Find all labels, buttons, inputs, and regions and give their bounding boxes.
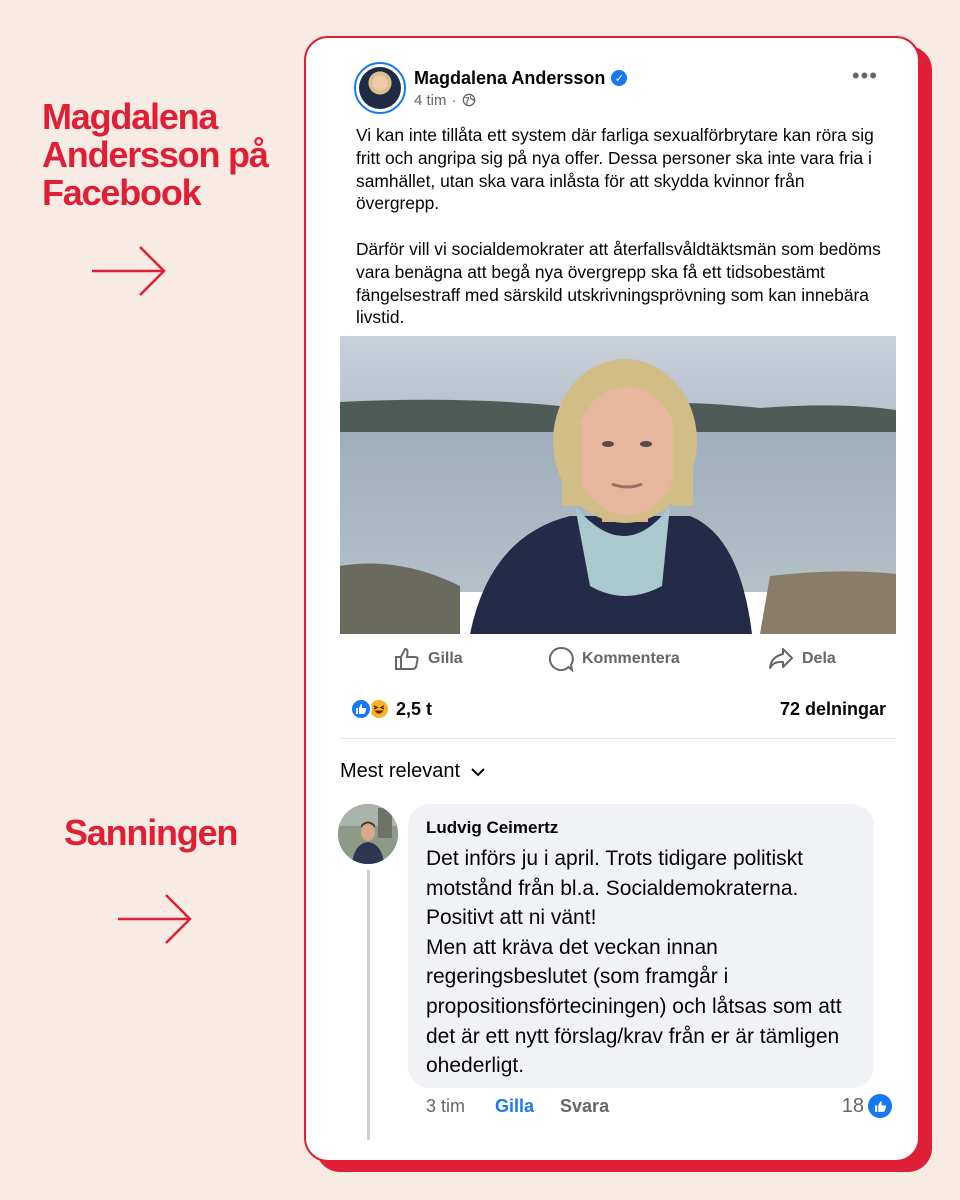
like-label: Gilla — [428, 650, 463, 667]
comment-sort-dropdown[interactable] — [340, 760, 486, 783]
commenter-name[interactable]: Ludvig Ceimertz — [426, 818, 559, 837]
more-options-icon[interactable]: ••• — [851, 63, 878, 88]
photo-illustration — [340, 336, 896, 634]
verified-badge-icon: ✓ — [611, 70, 627, 86]
comment-time[interactable]: 3 tim — [426, 1096, 466, 1116]
author-name[interactable]: Magdalena Andersson — [414, 67, 606, 88]
like-reaction-icon — [868, 1094, 892, 1118]
like-button[interactable] — [394, 647, 463, 671]
reaction-count[interactable]: 2,5 t — [396, 698, 433, 719]
sort-label: Mest relevant — [340, 760, 461, 782]
comment-reaction-count[interactable] — [842, 1094, 892, 1118]
divider — [340, 738, 896, 739]
comment-bubble — [408, 804, 874, 1088]
post-header — [354, 62, 627, 114]
post-time[interactable]: 4 tim — [414, 91, 447, 109]
post-text — [356, 124, 886, 352]
post-stats — [340, 694, 896, 724]
comment-icon — [548, 646, 574, 672]
facebook-post-card — [304, 36, 920, 1162]
reactions-summary[interactable] — [350, 698, 432, 720]
comment-like-button[interactable]: Gilla — [495, 1096, 535, 1116]
post-photo[interactable] — [340, 336, 896, 634]
comment-label: Kommentera — [582, 650, 680, 667]
share-button[interactable] — [768, 647, 836, 671]
shares-count[interactable]: 72 delningar — [779, 698, 886, 719]
comment-actions — [426, 1096, 609, 1117]
post-action-bar — [340, 642, 896, 676]
share-label: Dela — [802, 650, 836, 667]
arrow-right-icon — [116, 890, 196, 948]
chevron-down-icon — [470, 767, 486, 777]
like-reaction-icon — [350, 698, 372, 720]
commenter-avatar[interactable] — [338, 804, 398, 864]
comment-button[interactable] — [548, 646, 680, 672]
globe-icon — [462, 93, 476, 107]
thumbs-up-icon — [394, 647, 420, 671]
comment-text: Det införs ju i april. Trots tidigare politiskt motstånd från bl.a. Socialdemokraterna. Positivt att ni vänt! Men att kräva det veckan innan regeringsbeslutet (som framgår i propositionsförteciningen) och låtsas som att det är ett nytt förslag/krav från er är tämligen ohederligt. — [426, 847, 842, 1078]
comment-like-count: 18 — [841, 1094, 864, 1117]
comment-reply-button[interactable]: Svara — [560, 1096, 610, 1116]
arrow-right-icon — [90, 243, 170, 299]
comment-thread-line — [367, 870, 370, 1140]
post-paragraph-2: Därför vill vi socialdemokrater att återfallsvåldtäktsmän som bedöms vara benägna att begå nya övergrepp ska få ett tidsobestämt fängelsestraff med särskild utskrivningsprövning som kan innebära livstid. — [356, 238, 881, 328]
author-avatar[interactable] — [354, 62, 406, 114]
post-paragraph-1: Vi kan inte tillåta ett system där farliga sexualförbrytare kan röra sig fritt och angripa sig på nya offer. Dessa personer ska inte vara fria i samhället, utan ska vara inlåsta för att skydda kvinnor från övergrepp. — [356, 125, 874, 214]
side-title-truth: Sanningen — [64, 812, 238, 853]
side-title-facebook: Magdalena Andersson på Facebook — [42, 96, 268, 213]
meta-separator: · — [451, 91, 457, 109]
share-icon — [768, 647, 794, 671]
